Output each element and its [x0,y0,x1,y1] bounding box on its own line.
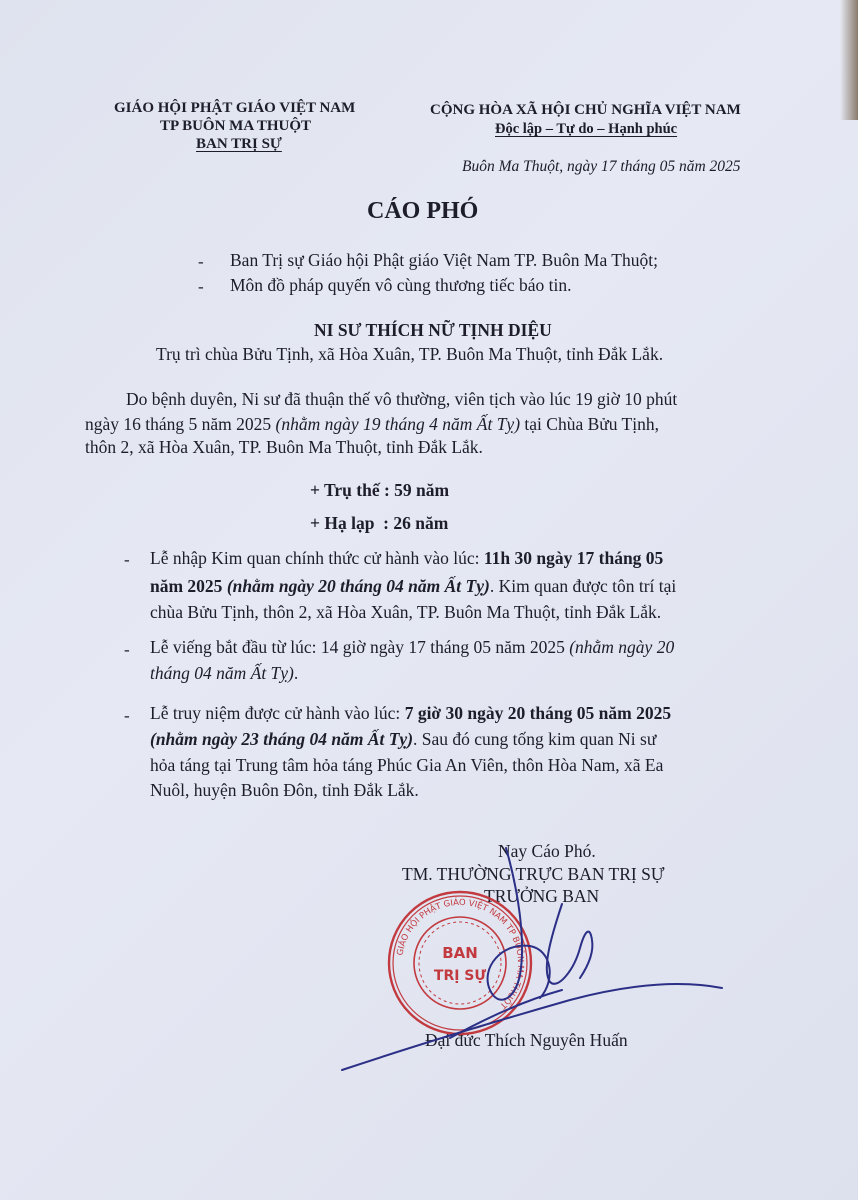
bold-year: năm 2025 [150,576,227,596]
seal-ring-text: GIÁO HỘI PHẬT GIÁO VIỆT NAM TP BUÔN MA THUỘT [395,897,526,1011]
age-line: + Trụ thế : 59 năm [310,480,450,500]
death-notice-line-1: Do bệnh duyên, Ni sư đã thuận thế vô thường, viên tịch vào lúc 19 giờ 10 phút [126,389,678,409]
event-2-line-1 [150,637,674,658]
bullet-dash: - [198,252,204,271]
seal-center-line-1: BAN [442,944,478,962]
bullet-dash: - [124,640,130,659]
org-city: TP BUÔN MA THUỘT [160,118,311,134]
handwritten-signature [330,830,750,1080]
event-3-line-2 [150,729,656,750]
deceased-role: Trụ trì chùa Bửu Tịnh, xã Hòa Xuân, TP. Buôn Ma Thuột, tỉnh Đắk Lắk. [156,344,664,364]
event-1-line-3: chùa Bửu Tịnh, thôn 2, xã Hòa Xuân, TP. Buôn Ma Thuột, tỉnh Đắk Lắk. [150,602,662,622]
text: Lễ nhập Kim quan chính thức cử hành vào lúc: [150,548,484,568]
death-notice-line-3: thôn 2, xã Hòa Xuân, TP. Buôn Ma Thuột, tỉnh Đắk Lắk. [85,437,483,457]
org-board: BAN TRỊ SỰ [196,136,282,152]
announcer-1: Ban Trị sự Giáo hội Phật giáo Việt Nam TP. Buôn Ma Thuột; [230,250,658,270]
document-date: Buôn Ma Thuột, ngày 17 tháng 05 năm 2025 [462,158,741,175]
event-3-line-1 [150,703,671,724]
lunar-date: tháng 04 năm Ất Tỵ) [150,663,294,683]
country-name: CỘNG HÒA XÃ HỘI CHỦ NGHĨA VIỆT NAM [430,102,741,118]
death-notice-line-2 [85,414,659,435]
bullet-dash: - [124,550,130,569]
signer-name: Đại đức Thích Nguyên Huấn [425,1030,628,1050]
text: . [293,663,299,683]
closing-line: Nay Cáo Phó. [498,841,596,861]
org-name: GIÁO HỘI PHẬT GIÁO VIỆT NAM [114,100,356,116]
motto: Độc lập – Tự do – Hạnh phúc [495,121,678,137]
event-2-line-2 [150,663,298,684]
signer-title: TRƯỞNG BAN [484,886,600,906]
bullet-dash: - [124,706,130,725]
deceased-name: NI SƯ THÍCH NỮ TỊNH DIỆU [314,320,552,340]
seal-center-line-2: TRỊ SỰ [433,968,487,984]
signer-capacity: TM. THƯỜNG TRỰC BAN TRỊ SỰ [402,864,665,884]
event-3-line-3: hỏa táng tại Trung tâm hỏa táng Phúc Gia An Viên, thôn Hòa Nam, xã Ea [150,755,664,775]
text: Lễ viếng bắt đầu từ lúc: 14 giờ ngày 17 tháng 05 năm 2025 [150,637,570,657]
text: . Kim quan được tôn trí tại [489,576,677,596]
event-1-line-2 [150,576,676,597]
text: Lễ truy niệm được cử hành vào lúc: [150,703,405,723]
dharma-age-line: + Hạ lạp : 26 năm [310,513,449,533]
lunar-date: (nhằm ngày 20 tháng 04 năm Ất Tỵ) [226,576,490,596]
lunar-date: (nhằm ngày 23 tháng 04 năm Ất Tỵ) [150,729,414,749]
lunar-date: (nhằm ngày 19 tháng 4 năm Ất Tỵ) [275,414,521,434]
bold-time: 7 giờ 30 ngày 20 tháng 05 năm 2025 [404,703,672,723]
document-title: CÁO PHÓ [367,198,479,224]
announcer-2: Môn đồ pháp quyến vô cùng thương tiếc báo tin. [230,275,572,295]
text: . Sau đó cung tống kim quan Ni sư [413,729,657,749]
bullet-dash: - [198,277,204,296]
event-3-line-4: Nuôl, huyện Buôn Đôn, tỉnh Đắk Lắk. [150,780,419,800]
bold-time: 11h 30 ngày 17 tháng 05 [483,548,664,568]
lunar-date: (nhằm ngày 20 [569,637,675,657]
text: ngày 16 tháng 5 năm 2025 [85,414,276,434]
page-edge-shadow [840,0,858,120]
event-1-line-1 [150,548,663,569]
text: tại Chùa Bửu Tịnh, [520,414,659,434]
